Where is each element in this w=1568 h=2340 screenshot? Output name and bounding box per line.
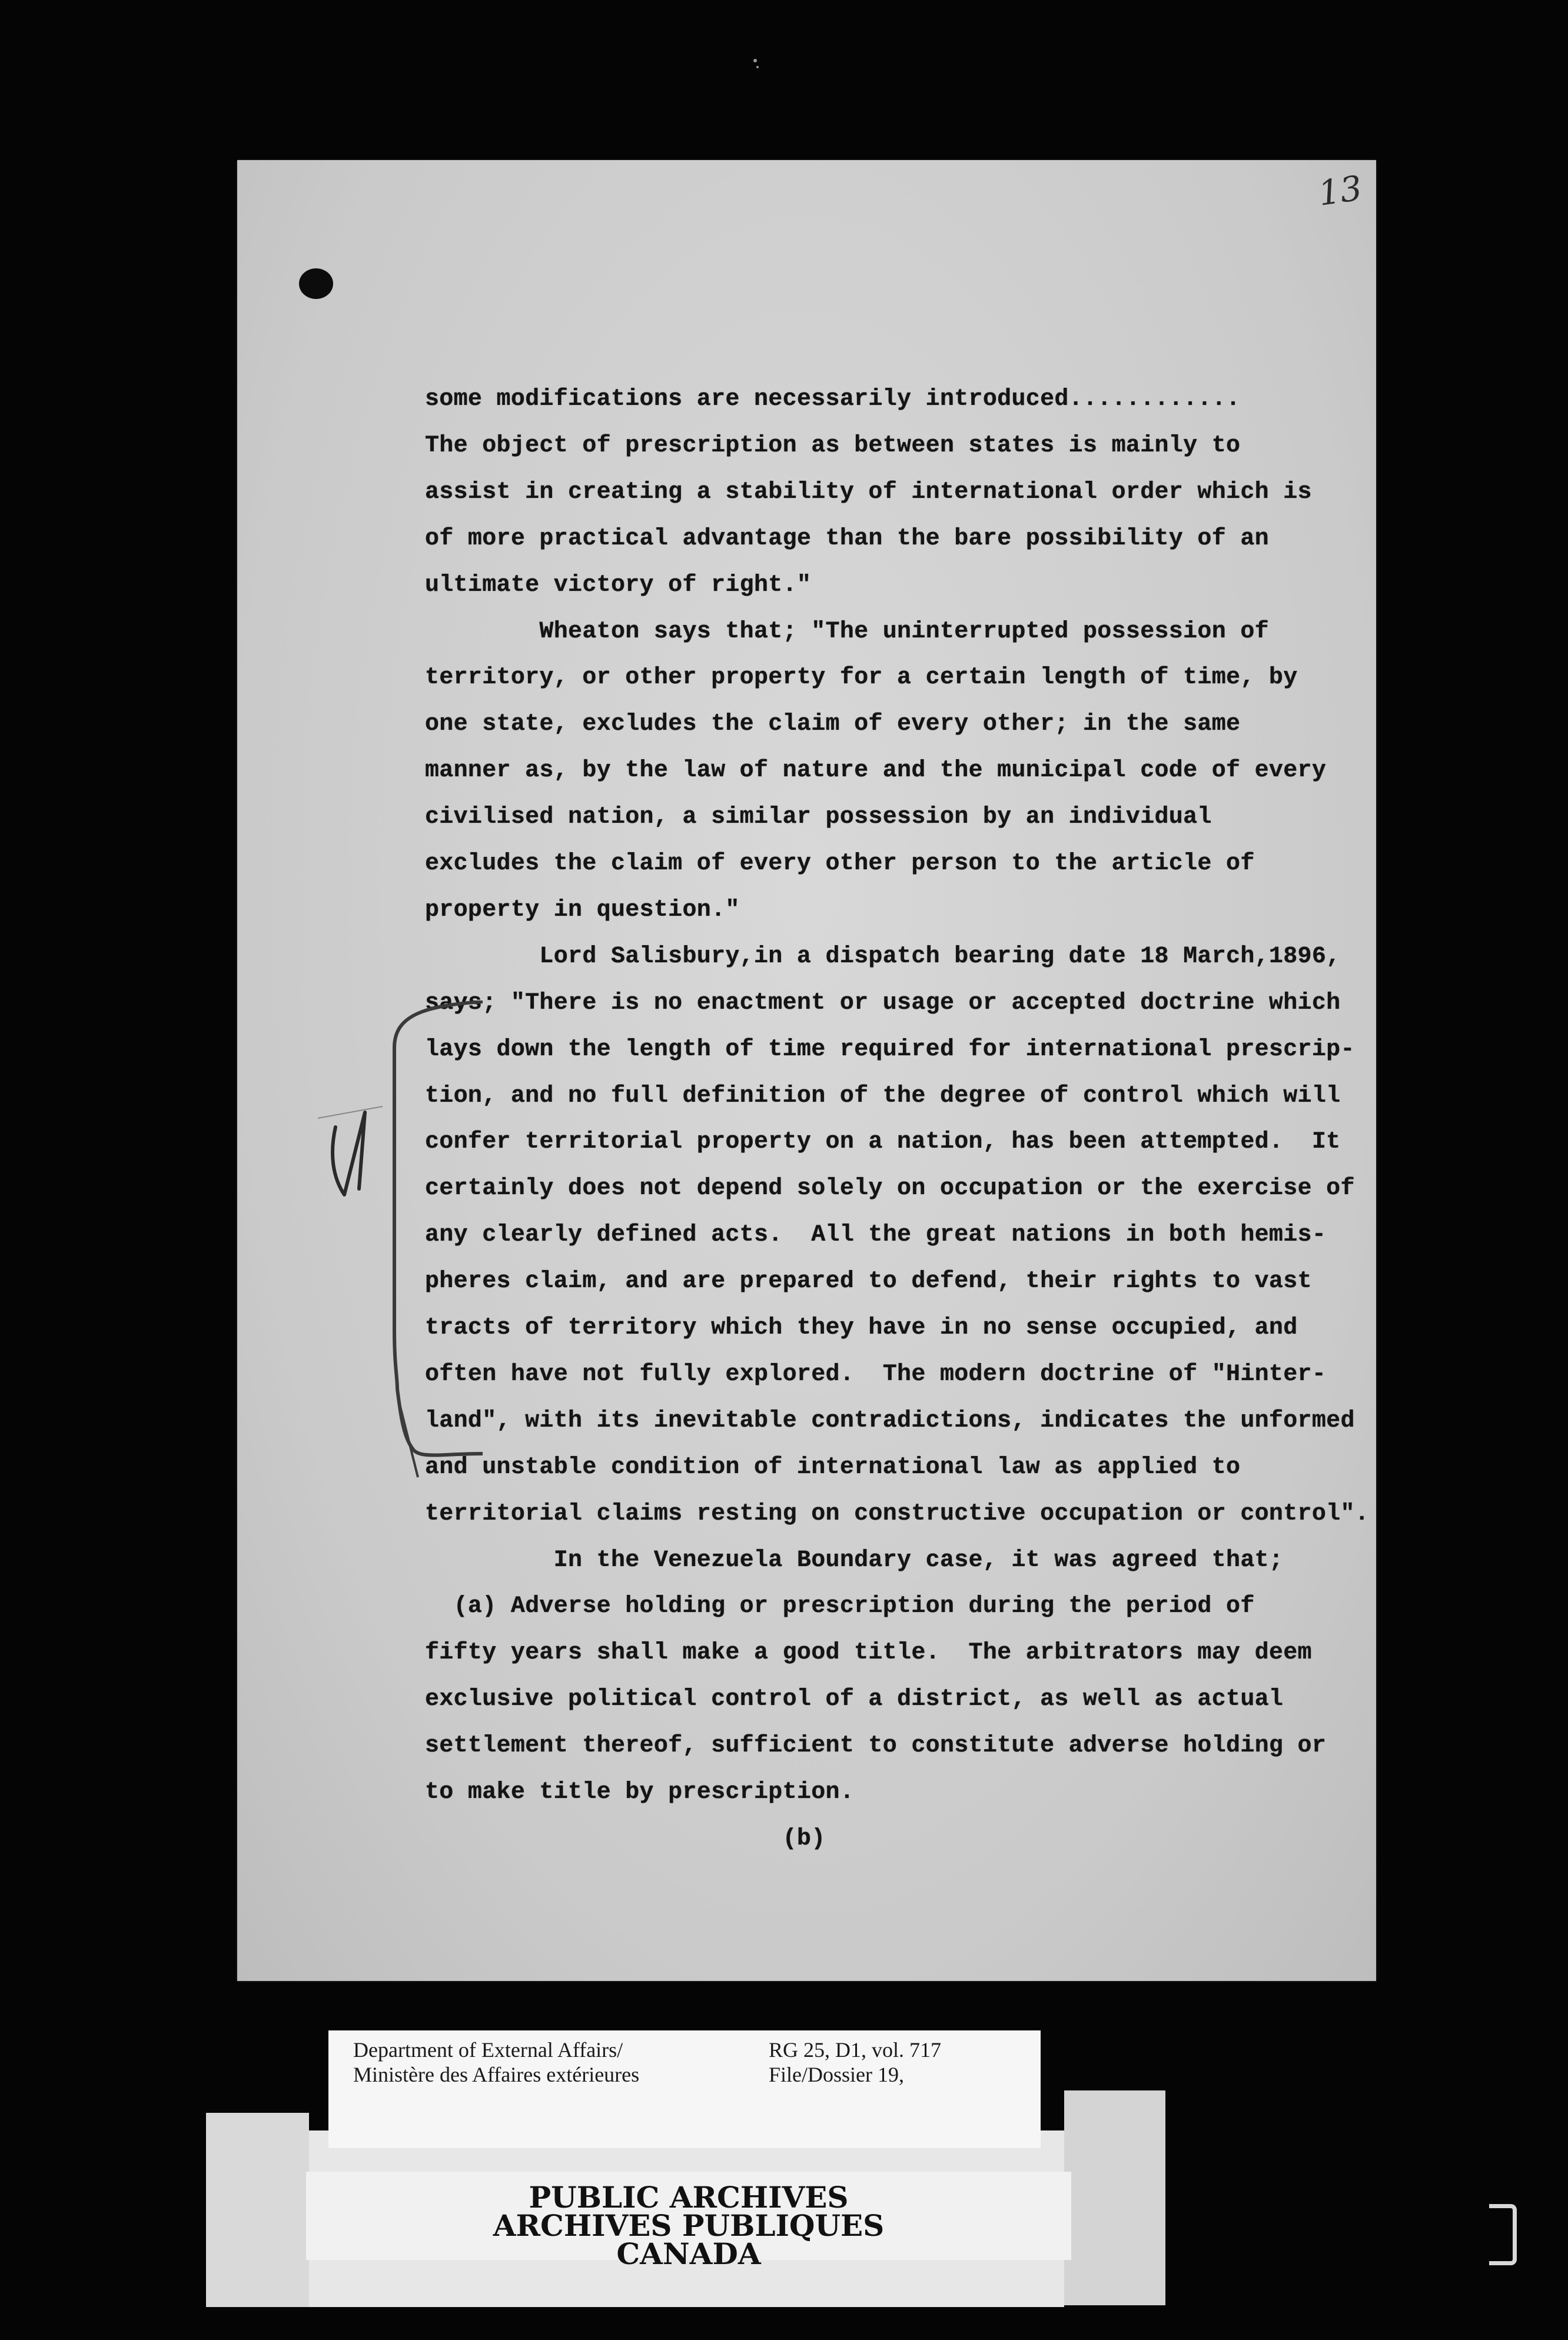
body-text-line: Wheaton says that; "The uninterrupted possession of — [425, 619, 1269, 645]
body-text-line: tion, and no full definition of the degree of control which will — [425, 1083, 1341, 1109]
body-text-line: civilised nation, a similar possession by an individual — [425, 804, 1212, 830]
body-text-line: territory, or other property for a certain length of time, by — [425, 664, 1298, 691]
body-text-line: Lord Salisbury,in a dispatch bearing date 18 March,1896, — [425, 943, 1341, 970]
body-text-line: exclusive political control of a district, as well as actual — [425, 1686, 1284, 1713]
body-text-line: (b) — [425, 1826, 826, 1852]
body-text-line: property in question." — [425, 897, 740, 923]
handwritten-bracket-mark — [294, 1001, 483, 1589]
page-number: 13 — [1315, 168, 1365, 214]
body-text-line: tracts of territory which they have in no sense occupied, and — [425, 1315, 1298, 1341]
body-text-line: one state, excludes the claim of every other; in the same — [425, 711, 1241, 737]
label-reference: RG 25, D1, vol. 717 — [769, 2038, 942, 2062]
body-text-line: often have not fully explored. The modern doctrine of "Hinter- — [425, 1361, 1327, 1388]
body-text-line: manner as, by the law of nature and the municipal code of every — [425, 757, 1327, 784]
body-text-line: territorial claims resting on constructive occupation or control". — [425, 1501, 1370, 1527]
label-department-en: Department of External Affairs/ — [353, 2038, 623, 2062]
body-text-line: settlement thereof, sufficient to constitute adverse holding or — [425, 1733, 1327, 1759]
punch-hole — [299, 268, 333, 299]
dust-speck — [756, 66, 759, 68]
archive-label-card — [328, 2030, 1041, 2148]
body-text-line: says; "There is no enactment or usage or accepted doctrine which — [425, 990, 1341, 1016]
stamp-line-2: ARCHIVES PUBLIQUES — [493, 2208, 885, 2243]
body-text-line: ultimate victory of right." — [425, 572, 812, 599]
body-text-line: some modifications are necessarily introduced............ — [425, 386, 1241, 413]
body-text-line: and unstable condition of international law as applied to — [425, 1454, 1241, 1481]
body-text-line: excludes the claim of every other person to the article of — [425, 850, 1255, 877]
body-text-line: pheres claim, and are prepared to defend, their rights to vast — [425, 1268, 1312, 1295]
label-department-fr: Ministère des Affaires extérieures — [353, 2063, 640, 2086]
body-text-line: confer territorial property on a nation, has been attempted. It — [425, 1129, 1341, 1155]
body-text-line: assist in creating a stability of international order which is — [425, 479, 1312, 506]
body-text-line: In the Venezuela Boundary case, it was agreed that; — [425, 1547, 1284, 1574]
stamp-line-1: PUBLIC ARCHIVES — [529, 2180, 849, 2215]
body-text-line: The object of prescription as between states is mainly to — [425, 433, 1241, 459]
body-text-line: certainly does not depend solely on occupation or the exercise of — [425, 1175, 1355, 1202]
mount-tab-left — [206, 2113, 309, 2307]
body-text-line: to make title by prescription. — [425, 1779, 855, 1806]
body-text-line: land", with its inevitable contradictions, indicates the unformed — [425, 1408, 1355, 1434]
body-text-line: fifty years shall make a good title. The arbitrators may deem — [425, 1640, 1312, 1666]
mount-tab-right — [1064, 2090, 1165, 2305]
body-text-line: (a) Adverse holding or prescription during the period of — [425, 1593, 1255, 1620]
film-frame-mark — [1489, 2204, 1517, 2265]
dust-speck — [753, 59, 757, 62]
body-text-line: lays down the length of time required for international prescrip- — [425, 1036, 1355, 1063]
body-text-line: of more practical advantage than the bare possibility of an — [425, 526, 1269, 552]
body-text-line: any clearly defined acts. All the great nations in both hemis- — [425, 1222, 1327, 1248]
label-file: File/Dossier 19, — [769, 2063, 904, 2086]
stamp-line-3: CANADA — [616, 2236, 761, 2271]
